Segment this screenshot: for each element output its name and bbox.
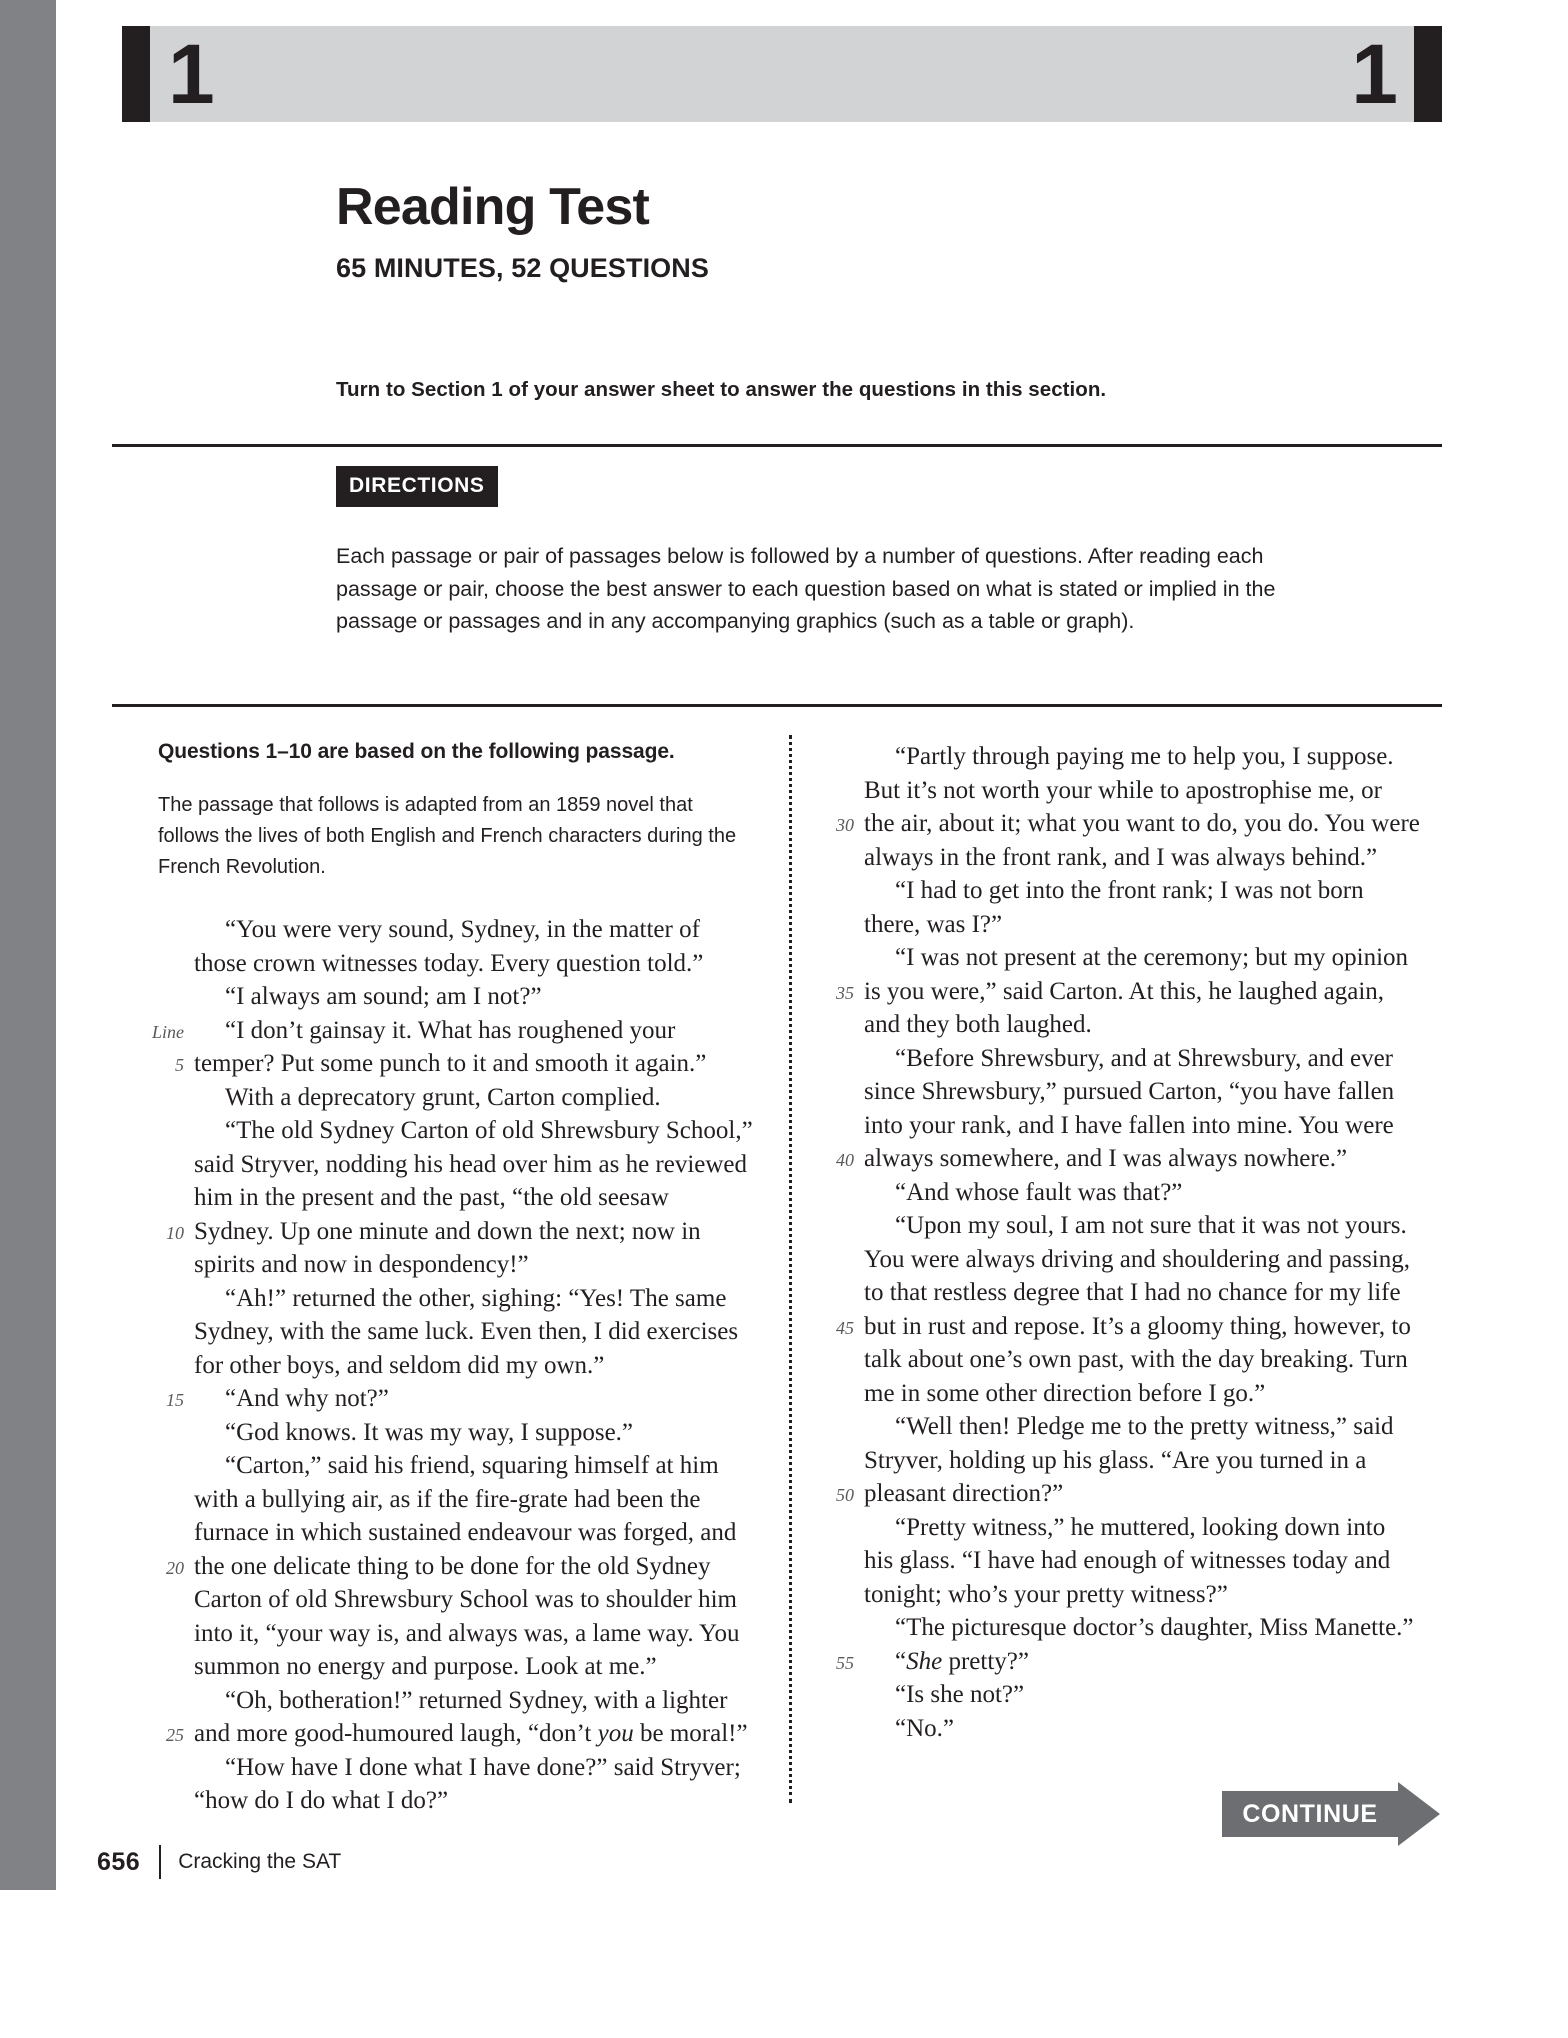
passage-line-text: You were always driving and shouldering and passing, [864,1245,1410,1273]
passage-line [828,774,1438,808]
passage-line-text: furnace in which sustained endeavour was forged, and [194,1519,737,1546]
passage-line-text: “The picturesque doctor’s daughter, Miss Manette.” [895,1614,1414,1641]
passage-line-text: “How have I done what I have done?” said Stryver; [225,1753,741,1781]
passage-line-text: me in some other direction before I go.” [864,1379,1266,1407]
passage-line [158,1483,758,1517]
line-number: 30 [836,815,854,835]
passage-line-text: “Pretty witness,” he muttered, looking down into [895,1513,1386,1541]
passage-line [158,1684,758,1718]
passage-line [828,1444,1438,1478]
passage-line [828,941,1438,975]
passage-line-text: “Carton,” said his friend, squaring himself at him [225,1452,719,1479]
passage-line [828,1611,1438,1645]
passage-line [158,1181,758,1215]
passage-line [158,1550,758,1584]
rule-above-directions [112,444,1442,447]
passage-line [158,947,758,981]
passage-line-text: “Before Shrewsbury, and at Shrewsbury, and ever [895,1044,1393,1072]
line-number: 45 [836,1317,854,1338]
passage-line-text: “And whose fault was that?” [895,1178,1183,1206]
passage-line-text: but in rust and repose. It’s a gloomy thing, however, to [864,1312,1411,1340]
passage-line-text: the one delicate thing to be done for the old Sydney [194,1552,711,1580]
directions-body: Each passage or pair of passages below is followed by a number of questions. After reading each passage or pair, choose the best answer to each question based on what is stated or implied in the passage or passages and in any accompanying graphics (such as a table or graph). [336,544,1276,633]
passage-line [158,1751,758,1785]
passage-line-text: “You were very sound, Sydney, in the matter of [225,916,700,943]
passage-line [158,1617,758,1651]
passage-line-text: since Shrewsbury,” pursued Carton, “you have fallen [864,1078,1395,1105]
passage-line-text: and they both laughed. [864,1011,1092,1038]
line-number: 55 [836,1652,854,1673]
line-number: 40 [836,1150,854,1170]
passage-line-text: “Ah!” returned the other, sighing: “Yes! The same [225,1284,727,1312]
passage-line [828,1109,1438,1143]
passage-line-text: “Is she not?” [895,1681,1025,1708]
passage-line [158,1717,758,1751]
passage-line [828,1209,1438,1243]
passage-line [828,1075,1438,1109]
title-block [336,180,1446,284]
passage-line [828,807,1438,841]
passage-line [158,1315,758,1349]
passage-blurb: The passage that follows is adapted from an 1859 novel that follows the lives of both English and French characters during the French Revolution. [158,794,737,878]
passage-line [158,1081,758,1115]
passage-line-text: “I had to get into the front rank; I was not born [895,877,1364,904]
passage-line [828,1008,1438,1042]
passage-line-text: those crown witnesses today. Every question told.” [194,949,704,977]
passage-line [158,1583,758,1617]
footer-divider [159,1845,161,1879]
passage-line [158,1382,758,1416]
passage-line [828,1544,1438,1578]
passage-line-text: “how do I do what I do?” [194,1787,449,1814]
passage-line-text: summon no energy and purpose. Look at me.” [194,1653,657,1680]
test-subtitle: 65 MINUTES, 52 QUESTIONS [336,252,709,283]
passage-line-text: With a deprecatory grunt, Carton complied. [225,1083,661,1111]
passage-line-text: “Upon my soul, I am not sure that it was not yours. [895,1212,1407,1239]
passage-line [151,1014,758,1048]
passage-line [828,1176,1438,1210]
passage-line [828,1042,1438,1076]
passage-line [828,1678,1438,1712]
passage-line-text: “No.” [895,1714,954,1742]
passage-line-text: him in the present and the past, “the old seesaw [194,1184,669,1211]
passage-line [828,975,1438,1009]
passage-line-text: tonight; who’s your pretty witness?” [864,1580,1228,1608]
line-number: 20 [166,1557,184,1578]
passage-column-right [828,740,1438,1745]
passage-line-text: “I don’t gainsay it. What has roughened your [225,1016,676,1044]
passage-line [158,913,758,947]
passage-line-text: Carton of old Shrewsbury School was to shoulder him [194,1586,738,1613]
column-divider [789,735,792,1803]
passage-line-text: “The old Sydney Carton of old Shrewsbury School,” [225,1117,753,1144]
passage-line-text: “She pretty?” [895,1647,1029,1675]
passage-line-text: there, was I?” [864,910,1003,938]
questions-heading: Questions 1–10 are based on the following passage. [158,740,675,763]
section-number-right: 1 [1351,27,1396,121]
passage-line-text: “Partly through paying me to help you, I suppose. [895,743,1394,770]
page-number: 656 [97,1847,141,1876]
turn-to-note: Turn to Section 1 of your answer sheet to answer the questions in this section. [336,378,1107,401]
passage-line-text: for other boys, and seldom did my own.” [194,1351,605,1379]
passage-column-left [151,740,758,1818]
band-background [122,26,1442,122]
page-title: Reading Test [336,178,650,236]
passage-line [158,1349,758,1383]
passage-line-text: “Oh, botheration!” returned Sydney, with a lighter [225,1686,728,1714]
passage-line-text: “I always am sound; am I not?” [225,983,542,1010]
passage-line-text: But it’s not worth your while to apostrophise me, or [864,776,1383,804]
book-title: Cracking the SAT [178,1850,342,1873]
line-number: 25 [166,1725,184,1745]
passage-line-text: always in the front rank, and I was always behind.” [864,843,1378,871]
passage-line-text: to that restless degree that I had no chance for my life [864,1279,1401,1306]
directions-tag: DIRECTIONS [336,466,498,507]
passage-line [828,1276,1438,1310]
passage-line-text: temper? Put some punch to it and smooth it again.” [194,1050,707,1077]
page-edge-strip [0,0,56,1890]
continue-banner-body [1222,1791,1398,1837]
section-header-band [122,26,1442,122]
passage-line [828,1377,1438,1411]
passage-line [828,1243,1438,1277]
passage-line-text: “God knows. It was my way, I suppose.” [225,1418,634,1446]
passage-line-text: into it, “your way is, and always was, a lame way. You [194,1619,740,1647]
rule-below-directions [112,704,1442,707]
passage-line [158,1148,758,1182]
passage-line [828,1142,1438,1176]
passage-line-text: his glass. “I have had enough of witnesses today and [864,1547,1391,1574]
passage-line [828,908,1438,942]
passage-line [828,1712,1438,1746]
passage-line [158,980,758,1014]
passage-line [158,1449,758,1483]
passage-line [158,1416,758,1450]
line-number: 15 [166,1390,184,1410]
passage-line [158,1114,758,1148]
continue-arrow-icon [1398,1782,1440,1846]
passage-line [828,740,1438,774]
passage-lines-left [151,913,758,1818]
line-number: 5 [175,1055,184,1075]
band-cap-left [122,26,150,122]
continue-banner [1222,1791,1440,1837]
passage-line-text: “And why not?” [225,1385,389,1412]
passage-line-text: and more good-humoured laugh, “don’t you be moral!” [194,1720,748,1747]
passage-line [828,1477,1438,1511]
passage-line-text: “I was not present at the ceremony; but my opinion [895,944,1409,971]
passage-line [828,1310,1438,1344]
passage-line [158,1282,758,1316]
band-cap-right [1414,26,1442,122]
passage-line [828,1578,1438,1612]
passage-line [158,1047,758,1081]
section-number-left: 1 [168,27,213,121]
passage-line-text: always somewhere, and I was always nowhere.” [864,1145,1348,1172]
passage-line-text: spirits and now in despondency!” [194,1251,529,1278]
page-footer [97,1845,341,1879]
passage-line [828,841,1438,875]
passage-line-text: with a bullying air, as if the fire-grate had been the [194,1485,701,1513]
passage-line-text: talk about one’s own past, with the day breaking. Turn [864,1346,1408,1373]
passage-line [828,1511,1438,1545]
passage-lines-right [828,740,1438,1745]
passage-line [828,1645,1438,1679]
passage-line [158,1248,758,1282]
continue-label: CONTINUE [1242,1799,1378,1828]
passage-line [828,1410,1438,1444]
passage-line-text: into your rank, and I have fallen into mine. You were [864,1111,1394,1139]
passage-line [158,1215,758,1249]
passage-line-text: said Stryver, nodding his head over him as he reviewed [194,1150,748,1178]
passage-line-text: the air, about it; what you want to do, you do. You were [864,810,1420,837]
passage-line [158,1784,758,1818]
line-number: Line [151,1021,184,1042]
passage-line [158,1650,758,1684]
passage-line-text: Sydney, with the same luck. Even then, I did exercises [194,1318,739,1345]
line-number: 10 [166,1222,184,1243]
passage-line [158,1516,758,1550]
line-number: 50 [836,1485,854,1505]
passage-line-text: Stryver, holding up his glass. “Are you turned in a [864,1446,1367,1474]
line-number: 35 [836,982,854,1003]
passage-line-text: pleasant direction?” [864,1480,1064,1507]
passage-line-text: Sydney. Up one minute and down the next; now in [194,1217,701,1245]
passage-line-text: “Well then! Pledge me to the pretty witness,” said [895,1413,1394,1440]
passage-line [828,1343,1438,1377]
passage-line [828,874,1438,908]
passage-line-text: is you were,” said Carton. At this, he laughed again, [864,977,1385,1005]
